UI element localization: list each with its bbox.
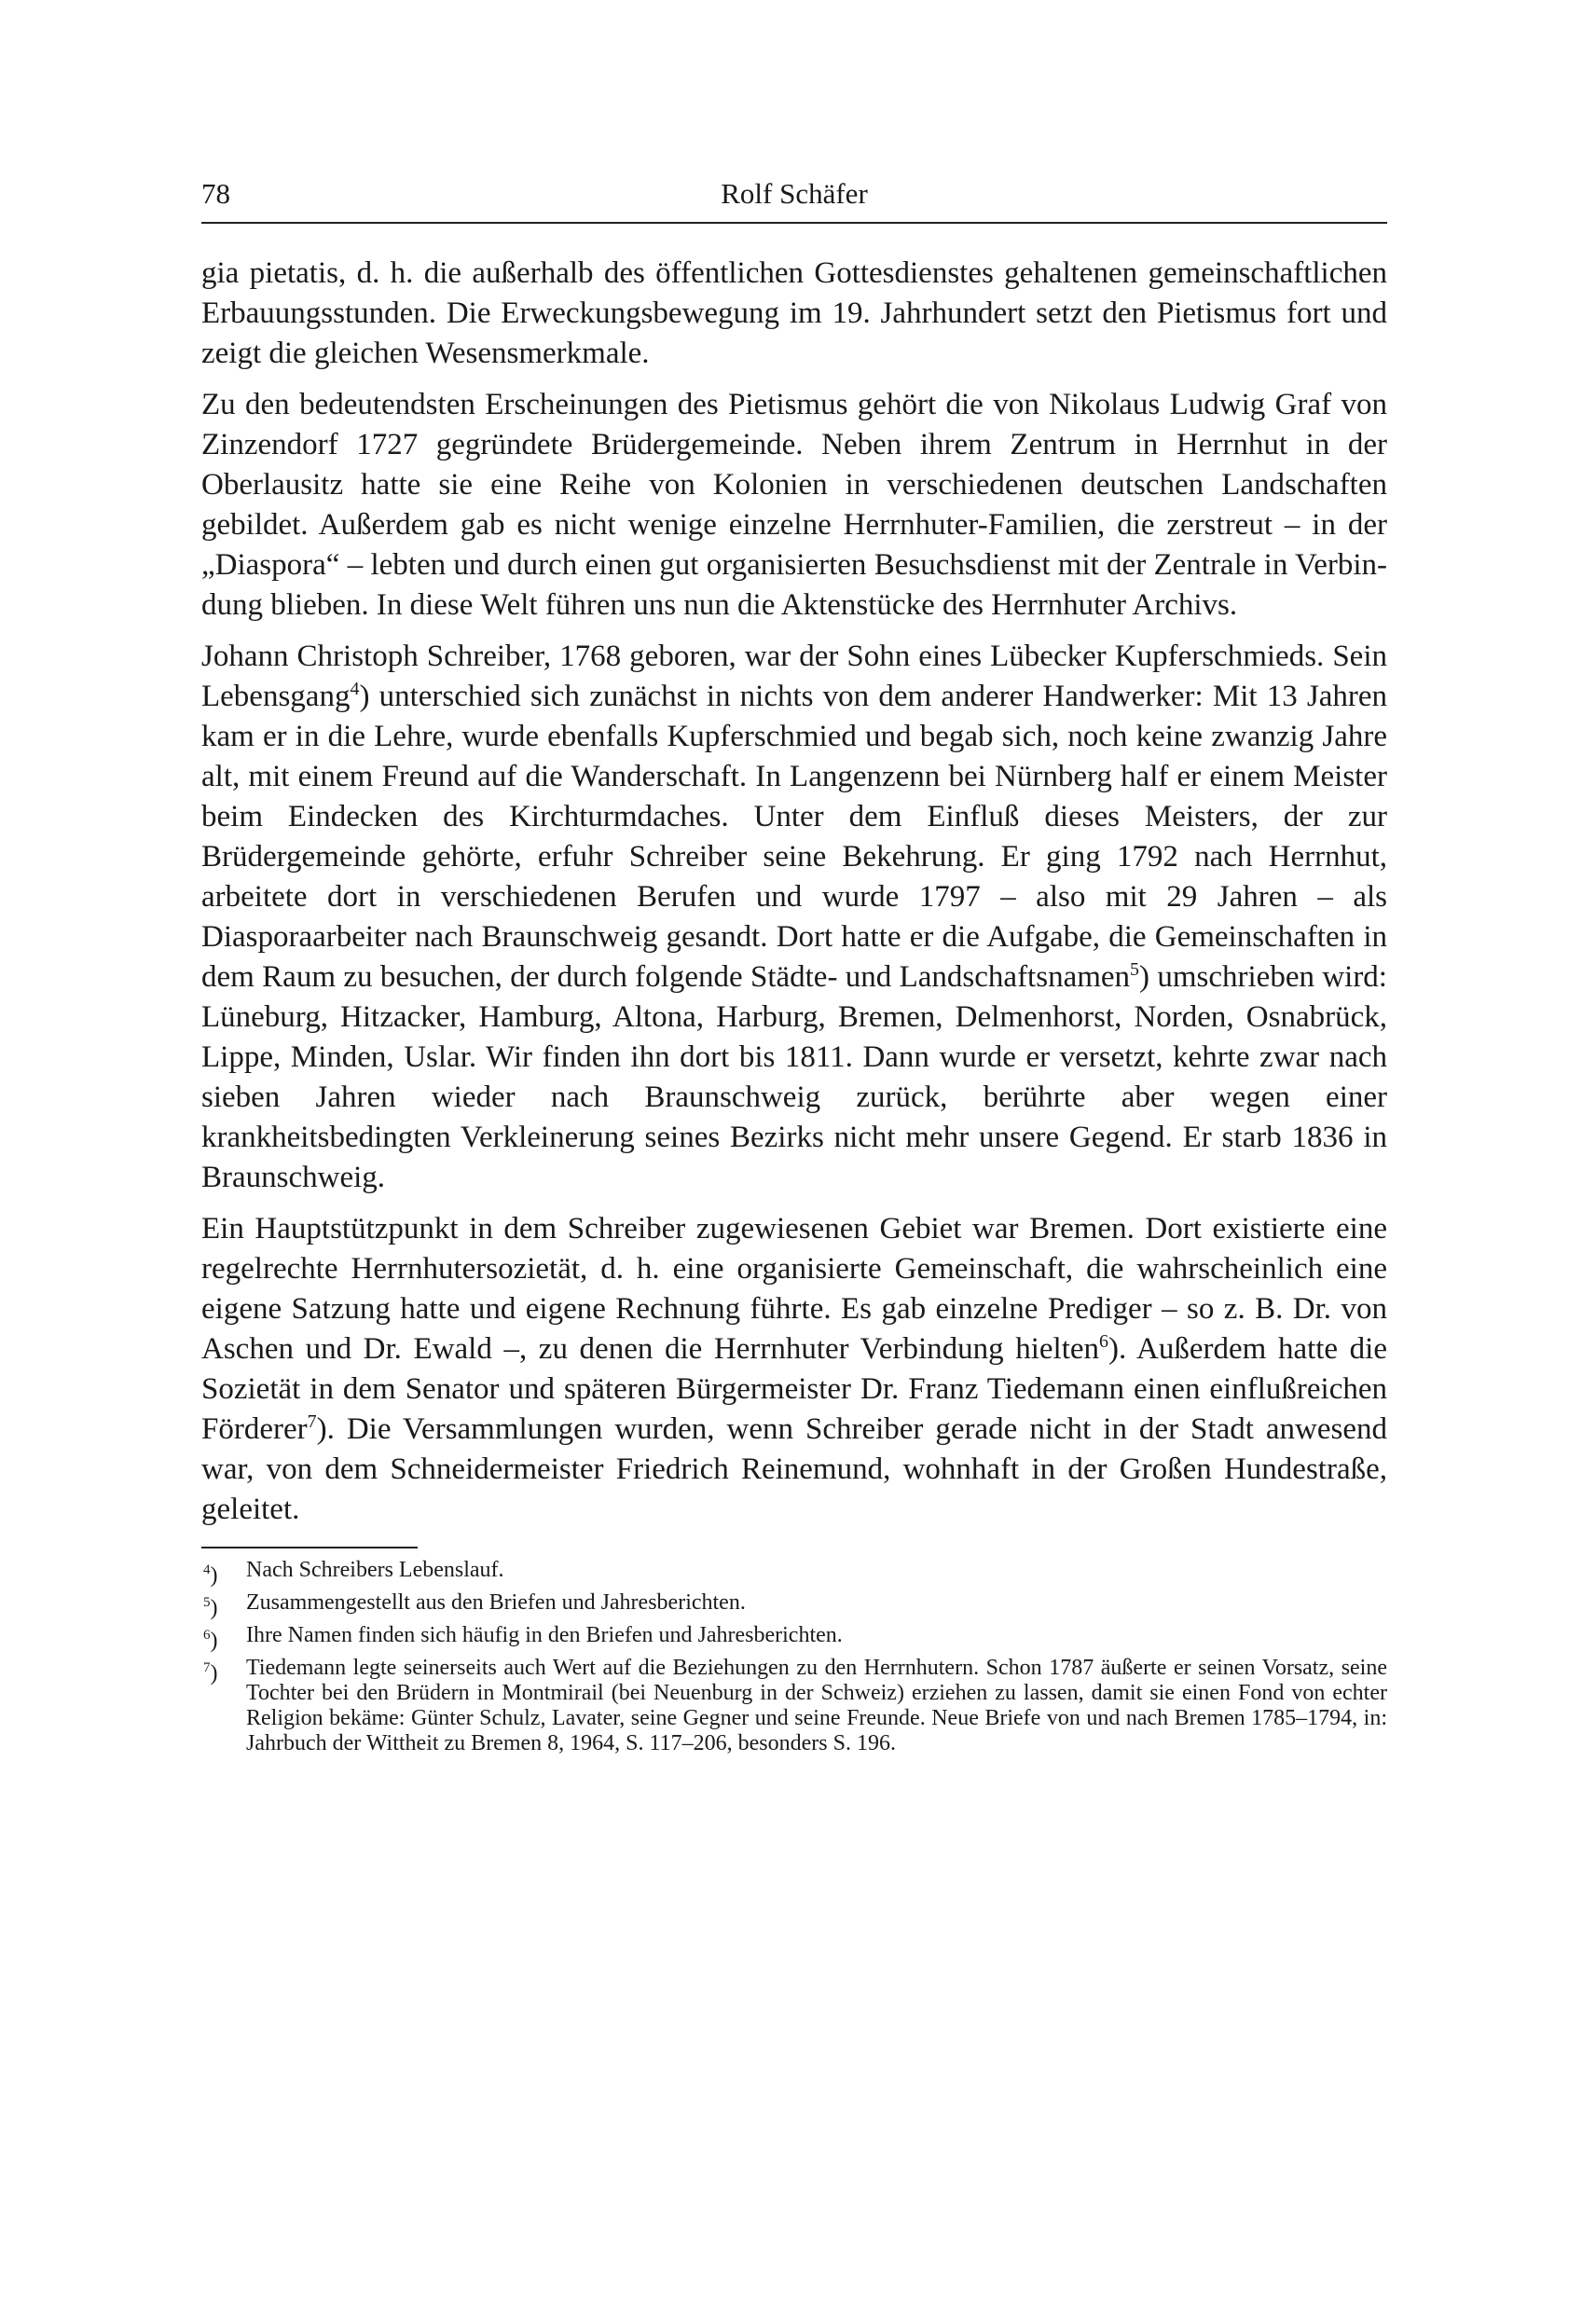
paragraph-text: Zu den bedeutendsten Erscheinungen des Pietismus gehört die von Nikolaus Ludwig Graf von Zinzendorf 1727 gegründete Brüdergemeinde. Neben ihrem Zentrum in Herrnhut in der Oberlausitz hatte sie eine Reihe von Kolonien in verschiedenen deutschen Landschaften gebildet. Außerdem gab es nicht wenige einzelne Herrnhuter-Familien, die zerstreut – in der „Diaspora“ – lebten und durch einen gut organisierten Besuchsdienst mit der Zentrale in Verbindung blieben. In diese Welt führen uns nun die Aktenstücke des Herrnhuter Archivs. xyxy=(201,388,1387,622)
footnote-text: Nach Schreibers Lebenslauf. xyxy=(246,1558,504,1582)
footnote-5 xyxy=(201,1590,1387,1621)
paragraph-text: ). Außerdem hatte die Sozietät in dem Senator und späteren Bürgermeister Dr. Franz Tiedemann einen einflußreichen Förderer xyxy=(201,1332,1387,1446)
footnote-text: Ihre Namen finden sich häufig in den Briefen und Jahresberichten. xyxy=(246,1623,843,1647)
paragraph-text: ) unterschied sich zunächst in nichts von dem anderer Handwerker: Mit 13 Jahren kam er in die Lehre, wurde ebenfalls Kupferschmied und begab sich, noch keine zwanzig Jahre alt, mit einem Freund auf die Wanderschaft. In Langenzenn bei Nürnberg half er einem Meister beim Eindecken des Kirchturmdaches. Unter dem Einfluß dieses Meisters, der zur Brüdergemeinde gehörte, erfuhr Schreiber seine Bekehrung. Er ging 1792 nach Herrnhut, arbeitete dort in verschiedenen Berufen und wurde 1797 – also mit 29 Jahren – als Diasporaarbeiter nach Braunschweig gesandt. Dort hatte er die Aufgabe, die Gemeinschaften in dem Raum zu besuchen, der durch folgende Städte- und Landschaftsnamen xyxy=(201,680,1387,994)
footnote-ref-7[interactable]: 7 xyxy=(307,1411,317,1432)
paragraph-text: gia pietatis, d. h. die außerhalb des öffentlichen Gottesdienstes gehaltenen gemeinschaftlichen Erbauungsstunden. Die Erweckungsbewegung im 19. Jahrhundert setzt den Pietismus fort und zeigt die gleichen Wesensmerkmale. xyxy=(201,256,1387,370)
footnote-4 xyxy=(201,1558,1387,1589)
footnote-number: $^7$) xyxy=(203,1660,218,1686)
page-number: 78 xyxy=(201,177,230,210)
header-rule xyxy=(201,222,1387,224)
paragraph-text: Johann Christoph Schreiber, 1768 geboren, war der Sohn eines Lübecker Kupferschmieds. Sein Lebensgang xyxy=(201,640,1387,713)
footnote-text: Tiedemann legte seinerseits auch Wert auf die Beziehungen zu den Herrnhutern. Schon 1787 äußerte er seinen Vorsatz, seine Tochter bei den Brüdern in Montmirail (bei Neuenburg in der Schweiz) erziehen zu lassen, damit sie einen Fond von echter Religion bekäme: Günter Schulz, Lavater, seine Gegner und seine Freunde. Neue Briefe von und nach Bremen 1785–1794, in: Jahrbuch der Wittheit zu Bremen 8, 1964, S. 117–206, besonders S. 196. xyxy=(246,1656,1387,1755)
running-head xyxy=(201,173,1387,214)
footnote-ref-6[interactable]: 6 xyxy=(1099,1331,1109,1352)
footnote-number: $^5$) xyxy=(203,1595,218,1620)
paragraph-2 xyxy=(201,385,1387,626)
paragraph-text: ) umschrieben wird: Lüneburg, Hitzacker, Hamburg, Altona, Harburg, Bremen, Delmenhorst, Norden, Osnabrück, Lippe, Minden, Uslar. Wir finden ihn dort bis 1811. Dann wurde er versetzt, kehrte zwar nach sieben Jahren wieder nach Braunschweig zurück, berührte aber wegen einer krankheitsbedingten Verkleinerung seines Bezirks nicht mehr unsere Gegend. Er starb 1836 in Braunschweig. xyxy=(201,960,1387,1194)
footnote-number: $^6$) xyxy=(203,1628,218,1653)
footnotes xyxy=(201,1558,1387,1756)
footnote-number: $^4$) xyxy=(203,1562,218,1588)
paragraph-text: Ein Hauptstützpunkt in dem Schreiber zugewiesenen Gebiet war Bremen. Dort existierte eine regelrechte Herrnhutersozietät, d. h. eine organisierte Gemeinschaft, die wahrscheinlich eine eigene Satzung hatte und eigene Rechnung führte. Es gab einzelne Prediger – so z. B. Dr. von Aschen und Dr. Ewald –, zu denen die Herrnhuter Verbindung hielten xyxy=(201,1212,1387,1366)
footnote-6 xyxy=(201,1623,1387,1654)
footnote-text: Zusammengestellt aus den Briefen und Jahresberichten. xyxy=(246,1590,746,1615)
footnote-ref-5[interactable]: 5 xyxy=(1130,959,1140,980)
paragraph-3 xyxy=(201,637,1387,1198)
footnote-ref-4[interactable]: 4 xyxy=(350,679,360,699)
footnote-rule xyxy=(201,1547,418,1548)
document-page xyxy=(201,0,1387,2312)
running-head-author: Rolf Schäfer xyxy=(721,177,868,210)
paragraph-1 xyxy=(201,254,1387,374)
footnote-7 xyxy=(201,1656,1387,1756)
paragraph-4 xyxy=(201,1209,1387,1530)
body-text xyxy=(201,254,1387,1758)
paragraph-text: ). Die Versammlungen wurden, wenn Schreiber gerade nicht in der Stadt anwesend war, von dem Schneidermeister Friedrich Reinemund, wohnhaft in der Großen Hundestraße, geleitet. xyxy=(201,1412,1387,1526)
